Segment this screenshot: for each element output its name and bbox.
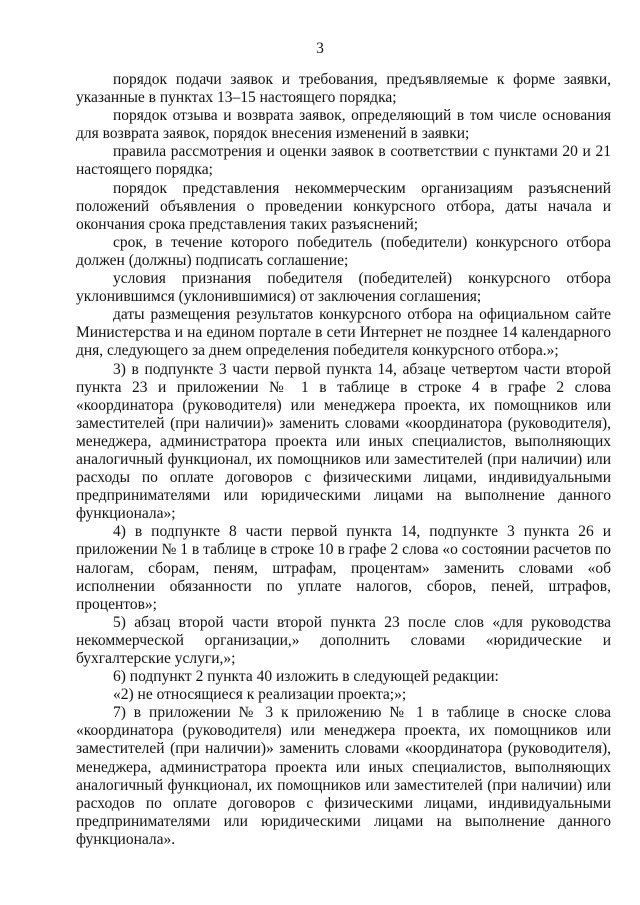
paragraph-item-6: 6) подпункт 2 пункта 40 изложить в следующей редакции:: [113, 668, 499, 686]
paragraph-clarifications: порядок представления некоммерческим организациям разъяснений положений объявления о проведении конкурсного отбора, даты начала и окончания срока представления таких разъяснений;: [76, 179, 611, 233]
paragraph-item-5: 5) абзац второй части второй пункта 23 после слов «для руководства некоммерческой организации,» дополнить словами «юридические и бухгалтерские услуги,»;: [76, 613, 611, 667]
paragraph-item-3: 3) в подпункте 3 части первой пункта 14, абзаце четвертом части второй пункта 23 и приложении № 1 в таблице в строке 4 в графе 2 слова «координатора (руководителя) или менеджера проекта, их помощников или заместителей (при наличии)» заменить словами «координатора (руководителя), менеджера, администратора проекта или иных специалистов, выполняющих аналогичный функционал, их помощников или заместителей (при наличии) или расходы по оплате договоров с физическими лицами, индивидуальными предпринимателями или юридическими лицами на выполнение данного функционала»;: [76, 360, 611, 523]
paragraph-item-7: 7) в приложении № 3 к приложению № 1 в таблице в сноске слова «координатора (руководителя) или менеджера проекта, их помощников или заместителей (при наличии)» заменить словами «координатора (руководителя), менеджера, администратора проекта или иных специалистов, выполняющих аналогичный функционал, их помощников или заместителей (при наличии) или расходов по оплате договоров с физическими лицами, индивидуальными предпринимателями или юридическими лицами на выполнение данного функционала».: [76, 704, 611, 848]
paragraph-results-publication: даты размещения результатов конкурсного отбора на официальном сайте Министерства и на едином портале в сети Интернет не позднее 14 календарного дня, следующего за днем определения победителя конкурсного отбора.»;: [76, 306, 611, 360]
paragraph-signing-deadline: срок, в течение которого победитель (победители) конкурсного отбора должен (должны) подписать соглашение;: [76, 233, 611, 269]
paragraph-evasion-conditions: условия признания победителя (победителей) конкурсного отбора уклонившимся (уклонившимися) от заключения соглашения;: [76, 270, 611, 306]
paragraph-evaluation-rules: правила рассмотрения и оценки заявок в соответствии с пунктами 20 и 21 настоящего порядка;: [76, 143, 611, 179]
paragraph-withdrawal-procedure: порядок отзыва и возврата заявок, определяющий в том числе основания для возврата заявок, порядок внесения изменений в заявки;: [76, 107, 611, 143]
paragraph-item-4: 4) в подпункте 8 части первой пункта 14, подпункте 3 пункта 26 и приложении № 1 в таблице в строке 10 в графе 2 слова «о состоянии расчетов по налогам, сборам, пеням, штрафам, процентам» заменить словами «об исполнении обязанности по уплате налогов, сборов, пеней, штрафов, процентов»;: [76, 523, 611, 613]
paragraph-item-6-quote: «2) не относящиеся к реализации проекта;»;: [113, 686, 407, 704]
paragraph-application-procedure: порядок подачи заявок и требования, предъявляемые к форме заявки, указанные в пунктах 13–15 настоящего порядка;: [76, 71, 611, 107]
document-body: [76, 71, 611, 849]
page-number: 3: [316, 40, 324, 57]
